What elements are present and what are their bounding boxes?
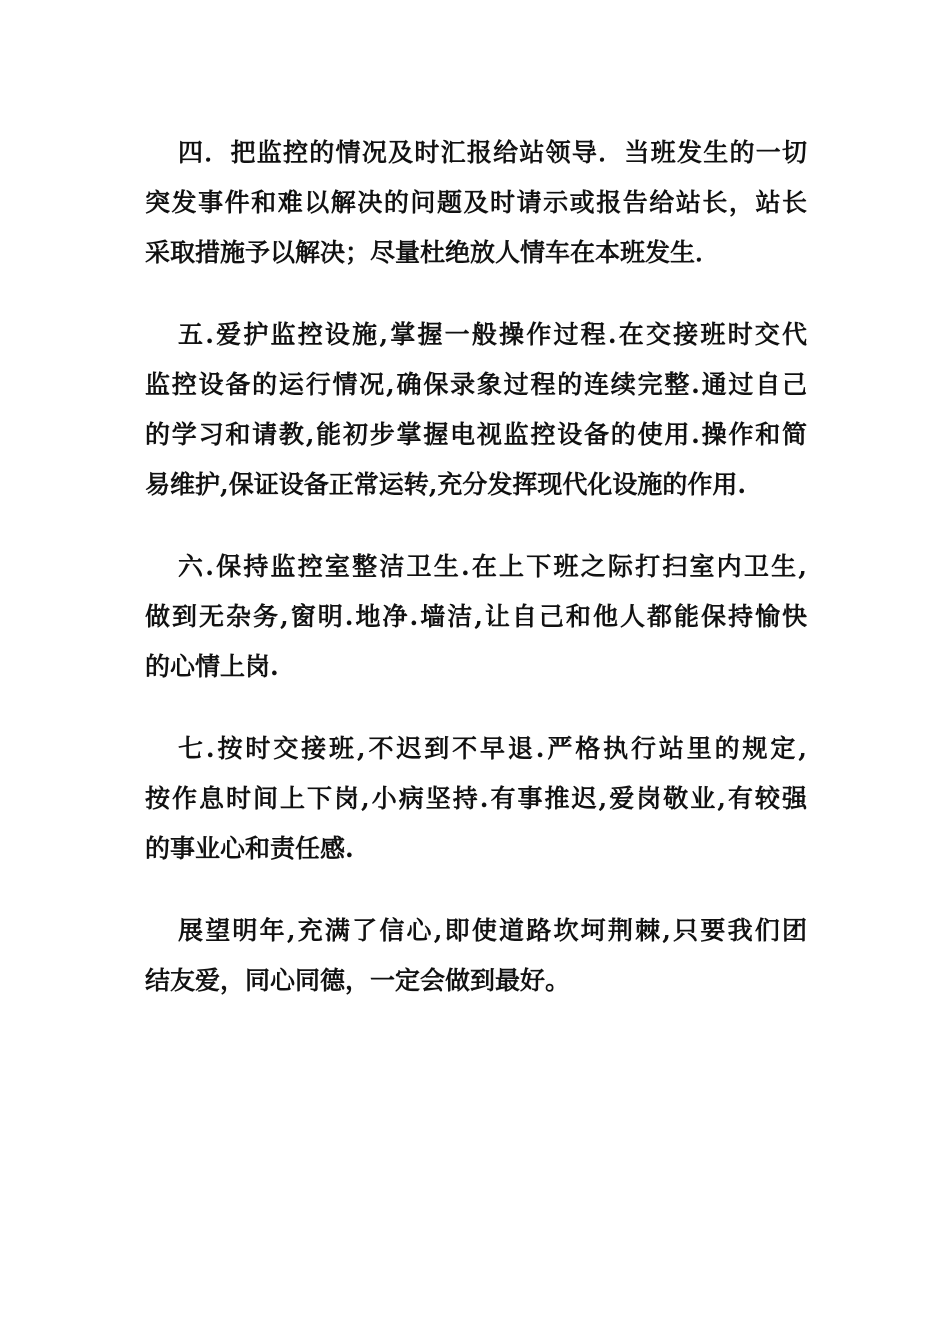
paragraph-line: 四．把监控的情况及时汇报给站领导．当班发生的一切 bbox=[178, 138, 807, 167]
paragraph-item-6 bbox=[145, 542, 807, 692]
paragraph-line: 监控设备的运行情况,确保录象过程的连续完整.通过自己 bbox=[145, 370, 807, 399]
paragraph-item-4 bbox=[145, 128, 807, 278]
paragraph-line: 结友爱，同心同德，一定会做到最好。 bbox=[145, 966, 571, 995]
paragraph-outlook bbox=[145, 906, 807, 1006]
paragraph-line: 按作息时间上下岗,小病坚持.有事推迟,爱岗敬业,有较强 bbox=[145, 784, 807, 813]
paragraph-line: 六.保持监控室整洁卫生.在上下班之际打扫室内卫生, bbox=[178, 552, 807, 581]
paragraph-line: 易维护,保证设备正常运转,充分发挥现代化设施的作用. bbox=[145, 470, 747, 499]
paragraph-line: 的事业心和责任感. bbox=[145, 834, 354, 863]
document-body bbox=[145, 128, 807, 1038]
paragraph-line: 的学习和请教,能初步掌握电视监控设备的使用.操作和简 bbox=[145, 420, 807, 449]
paragraph-line: 采取措施予以解决；尽量杜绝放人情车在本班发生． bbox=[145, 238, 721, 267]
paragraph-line: 做到无杂务,窗明.地净.墙洁,让自己和他人都能保持愉快 bbox=[145, 602, 807, 631]
paragraph-line: 五.爱护监控设施,掌握一般操作过程.在交接班时交代 bbox=[178, 320, 807, 349]
paragraph-item-5 bbox=[145, 310, 807, 510]
paragraph-line: 的心情上岗. bbox=[145, 652, 279, 681]
paragraph-line: 展望明年,充满了信心,即使道路坎坷荆棘,只要我们团 bbox=[178, 916, 807, 945]
paragraph-line: 突发事件和难以解决的问题及时请示或报告给站长，站长 bbox=[145, 188, 807, 217]
paragraph-item-7 bbox=[145, 724, 807, 874]
paragraph-line: 七.按时交接班,不迟到不早退.严格执行站里的规定, bbox=[178, 734, 807, 763]
